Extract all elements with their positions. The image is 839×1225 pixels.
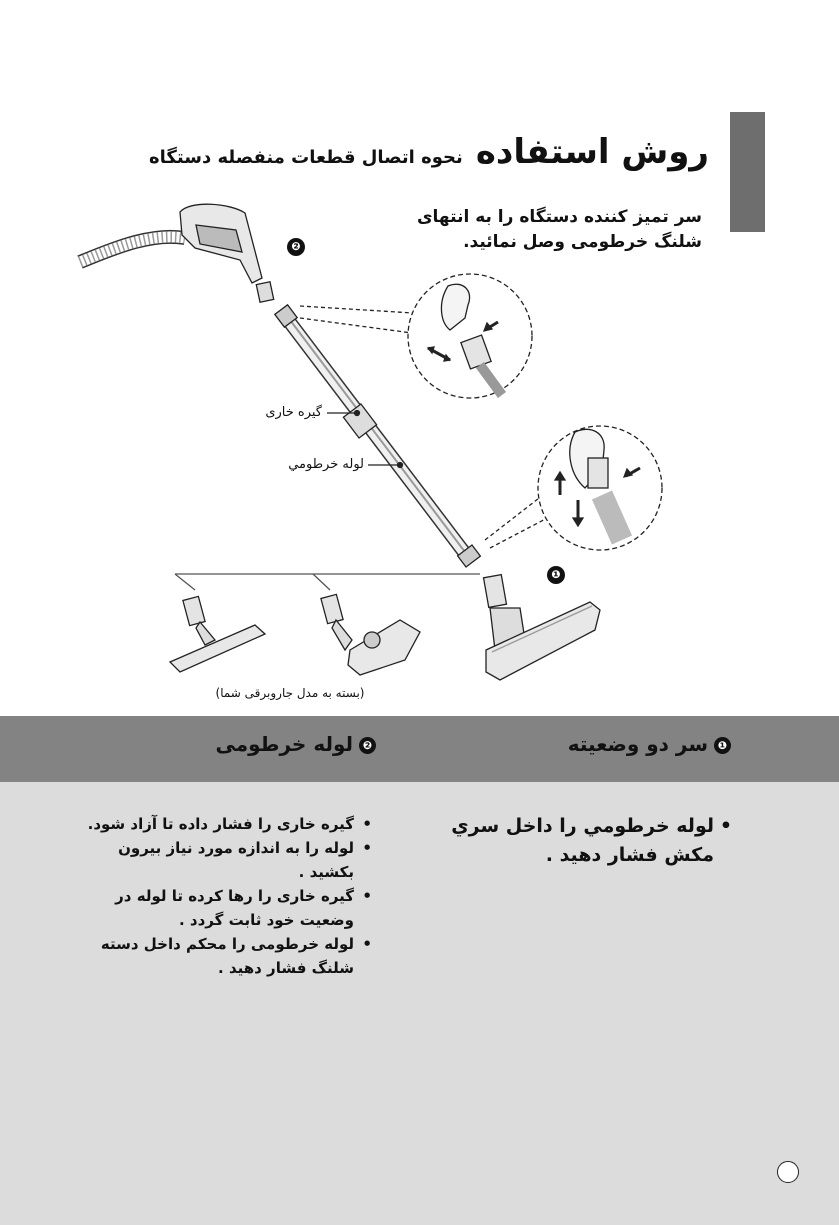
- floor-nozzle-main: [484, 575, 600, 680]
- section-2-title: لوله خرطومی: [215, 732, 353, 756]
- model-caption: (بسته به مدل جاروبرقی شما): [215, 686, 365, 700]
- section-2-number: ❷: [359, 737, 376, 754]
- section-1-heading: [568, 732, 731, 756]
- section-1-list: [444, 812, 734, 870]
- section-2-item: • لوله خرطومی را محکم داخل دسته شلنگ فشار دهید .: [74, 932, 374, 980]
- floor-nozzle-alt-1: [170, 596, 265, 672]
- section-2-heading: [216, 732, 377, 756]
- section-1-number: ❶: [714, 737, 731, 754]
- section-1-title: سر دو وضعیته: [567, 732, 708, 756]
- section-2-item: • گیره خاری را فشار داده تا آزاد شود.: [74, 812, 374, 836]
- section-1-item: • لوله خرطومي را داخل سري مكش فشار دهيد .: [444, 812, 734, 870]
- label-pipe: لوله خرطومي: [288, 457, 364, 472]
- title-main: روش استفاده: [475, 132, 709, 172]
- badge-two: ❷: [287, 238, 305, 256]
- section-2-item: • گیره خاری را رها کرده تا لوله در وضعیت خود ثابت گردد .: [74, 884, 374, 932]
- instruction-text: سر تمیز کننده دستگاه را به انتهای شلنگ خرطومی وصل نمائید.: [416, 207, 702, 252]
- title-sub: نحوه اتصال قطعات منفصله دستگاه: [149, 147, 463, 168]
- page-number-circle: [777, 1161, 799, 1183]
- floor-nozzle-alt-2: [321, 594, 420, 675]
- zoom-circle-top: [408, 274, 532, 398]
- section-2-list: [74, 812, 374, 980]
- section-2-item: • لوله را به اندازه مورد نیاز بیرون بکشید .: [74, 836, 374, 884]
- badge-one: ❶: [547, 566, 565, 584]
- label-clip: گیره خاری: [265, 405, 322, 420]
